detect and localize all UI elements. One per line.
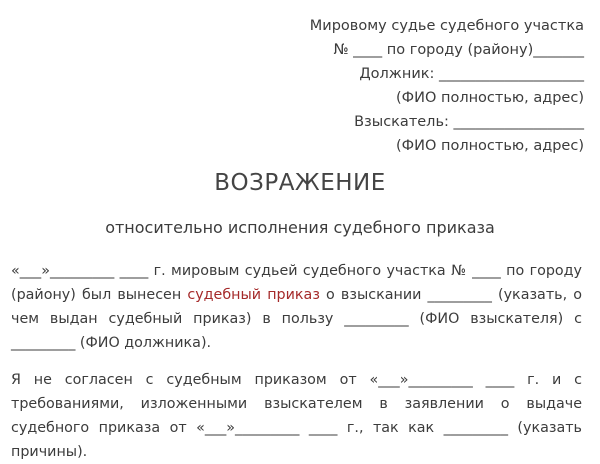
court-number-line: № ____ по городу (району)_______ [333, 42, 584, 58]
document-title: ВОЗРАЖЕНИЕ [214, 170, 386, 196]
document-subtitle: относительно исполнения судебного приказа [105, 218, 495, 237]
paragraph-text-start: «___»_________ ____ г. мировым судьей судебного участка № ____ по городу (району) был вынесен [11, 263, 582, 303]
debtor-line: Должник: ____________________ [359, 66, 584, 82]
court-order-link[interactable]: судебный приказ [187, 287, 320, 303]
claimant-line: Взыскатель: __________________ [354, 114, 584, 130]
paragraph-text-end: о взыскании _________ (указать, о чем выдан судебный приказ) в пользу _________ (ФИО взыскателя) с _________ (ФИО должника). [11, 287, 582, 351]
addressee-block [310, 14, 584, 158]
paragraph-objection: Я не согласен с судебным приказом от «___»_________ ____ г. и с требованиями, изложенными взыскателем в заявлении о выдаче судебного приказа от «___»_________ ____ г., так как _________ (указать причины). [11, 372, 582, 460]
claimant-hint: (ФИО полностью, адрес) [395, 138, 584, 154]
paragraph-order-issued [11, 259, 582, 355]
court-line: Мировому судье судебного участка [309, 18, 584, 34]
debtor-hint: (ФИО полностью, адрес) [395, 90, 584, 106]
